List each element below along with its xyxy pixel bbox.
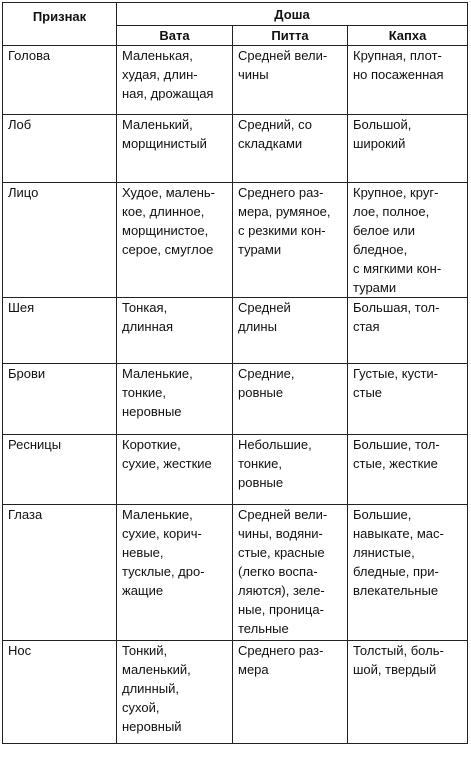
feature-cell: Лицо [3,183,117,298]
pitta-cell: Средний, со складками [233,115,348,183]
feature-cell: Глаза [3,505,117,641]
pitta-cell: Среднего раз- мера, румяное, с резкими кон- турами [233,183,348,298]
feature-cell: Нос [3,641,117,744]
header-kapha: Капха [348,26,468,46]
vata-cell: Маленькие, сухие, корич- невые, тусклые, дро- жащие [117,505,233,641]
table-row [3,46,468,115]
header-dosha-group: Доша [117,3,468,26]
feature-cell: Шея [3,298,117,364]
kapha-cell: Густые, кусти- стые [348,364,468,435]
feature-cell: Лоб [3,115,117,183]
vata-cell: Маленькая, худая, длин- ная, дрожащая [117,46,233,115]
feature-cell: Ресницы [3,435,117,505]
vata-cell: Худое, малень- кое, длинное, морщинистое, серое, смуглое [117,183,233,298]
header-feature: Признак [3,3,117,46]
table-row [3,641,468,744]
table-row [3,183,468,298]
dosha-table [2,2,468,744]
table-row [3,364,468,435]
feature-cell: Брови [3,364,117,435]
kapha-cell: Большая, тол- стая [348,298,468,364]
pitta-cell: Средней длины [233,298,348,364]
pitta-cell: Средней вели- чины, водяни- стые, красные (легко воспа- ляются), зеле- ные, проница- тельные [233,505,348,641]
kapha-cell: Толстый, боль- шой, твердый [348,641,468,744]
table-row [3,115,468,183]
vata-cell: Тонкий, маленький, длинный, сухой, неровный [117,641,233,744]
kapha-cell: Большие, навыкате, мас- лянистые, бледные, при- влекательные [348,505,468,641]
table-row [3,298,468,364]
kapha-cell: Большие, тол- стые, жесткие [348,435,468,505]
vata-cell: Короткие, сухие, жесткие [117,435,233,505]
table-row [3,505,468,641]
kapha-cell: Крупное, круг- лое, полное, белое или бледное, с мягкими кон- турами [348,183,468,298]
pitta-cell: Небольшие, тонкие, ровные [233,435,348,505]
pitta-cell: Средние, ровные [233,364,348,435]
pitta-cell: Средней вели- чины [233,46,348,115]
kapha-cell: Крупная, плот- но посаженная [348,46,468,115]
header-row-top [3,3,468,26]
vata-cell: Маленький, морщинистый [117,115,233,183]
header-vata: Вата [117,26,233,46]
feature-cell: Голова [3,46,117,115]
pitta-cell: Среднего раз- мера [233,641,348,744]
table-row [3,435,468,505]
vata-cell: Тонкая, длинная [117,298,233,364]
kapha-cell: Большой, широкий [348,115,468,183]
header-pitta: Питта [233,26,348,46]
vata-cell: Маленькие, тонкие, неровные [117,364,233,435]
